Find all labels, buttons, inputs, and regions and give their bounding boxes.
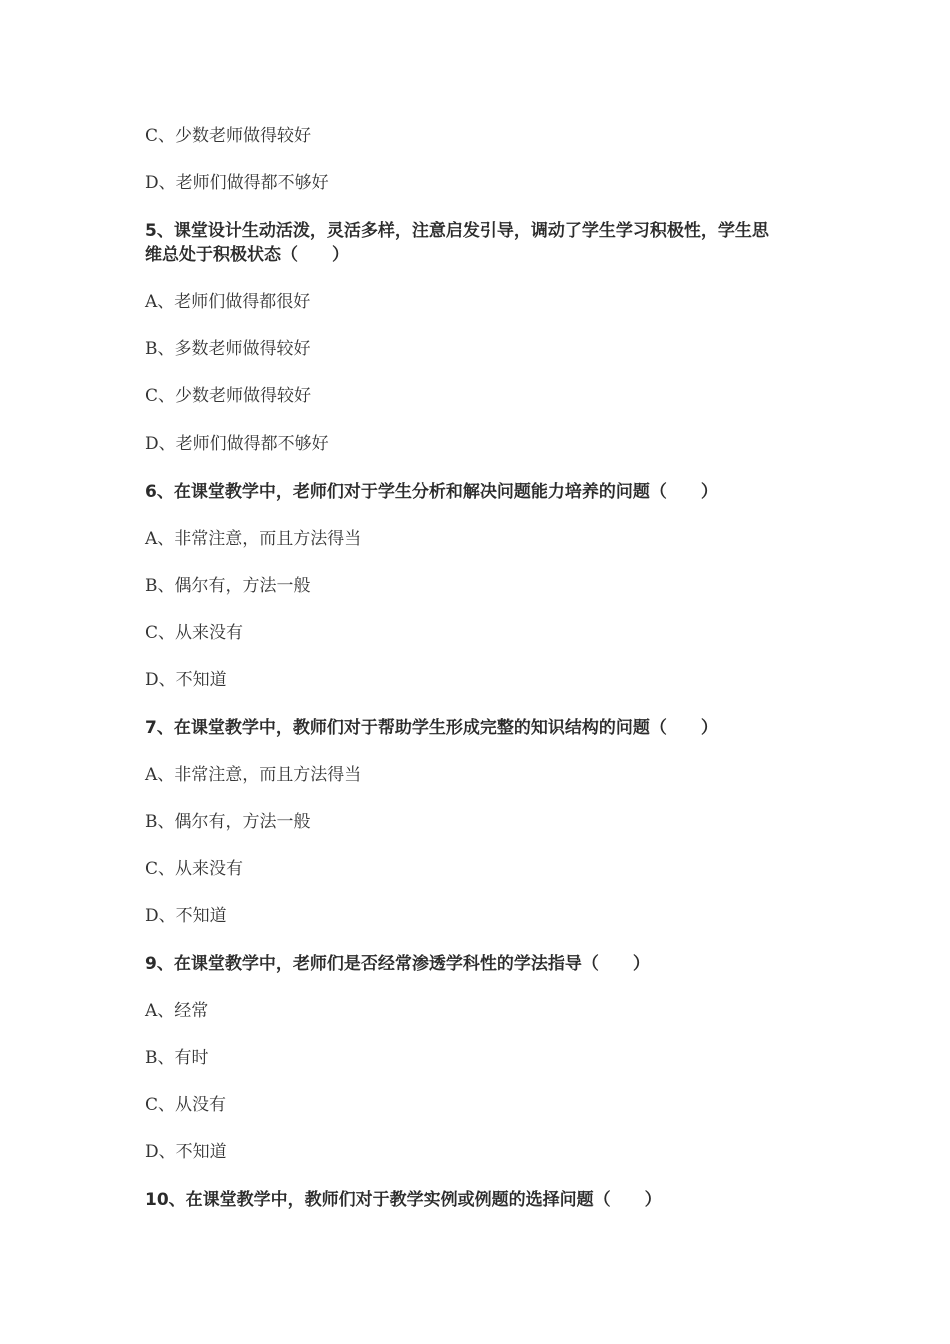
q7-option-a: A、非常注意，而且方法得当 [145, 765, 362, 785]
q6-option-c: C、从来没有 [145, 623, 244, 643]
q5-stem-line1: 5、课堂设计生动活泼，灵活多样，注意启发引导，调动了学生学习积极性，学生思 [145, 221, 769, 241]
q5-option-d: D、老师们做得都不够好 [145, 434, 329, 454]
q7-stem: 7、在课堂教学中，教师们对于帮助学生形成完整的知识结构的问题（ ） [145, 718, 718, 738]
q5-option-c: C、少数老师做得较好 [145, 386, 312, 406]
q6-option-b: B、偶尔有，方法一般 [145, 576, 311, 596]
q7-option-b: B、偶尔有，方法一般 [145, 812, 311, 832]
q6-stem: 6、在课堂教学中，老师们对于学生分析和解决问题能力培养的问题（ ） [145, 482, 718, 502]
q10-stem: 10、在课堂教学中，教师们对于教学实例或例题的选择问题（ ） [145, 1190, 662, 1210]
q6-option-d: D、不知道 [145, 670, 227, 690]
q4-option-d: D、老师们做得都不够好 [145, 173, 329, 193]
q6-option-a: A、非常注意，而且方法得当 [145, 529, 362, 549]
q5-option-b: B、多数老师做得较好 [145, 339, 311, 359]
q9-option-c: C、从没有 [145, 1095, 227, 1115]
q9-option-d: D、不知道 [145, 1142, 227, 1162]
q7-option-d: D、不知道 [145, 906, 227, 926]
q5-stem-line2: 维总处于积极状态（ ） [145, 245, 349, 265]
q9-stem: 9、在课堂教学中，老师们是否经常渗透学科性的学法指导（ ） [145, 954, 650, 974]
q9-option-a: A、经常 [145, 1001, 209, 1021]
q5-option-a: A、老师们做得都很好 [145, 292, 311, 312]
q4-option-c: C、少数老师做得较好 [145, 126, 312, 146]
q9-option-b: B、有时 [145, 1048, 209, 1068]
q7-option-c: C、从来没有 [145, 859, 244, 879]
